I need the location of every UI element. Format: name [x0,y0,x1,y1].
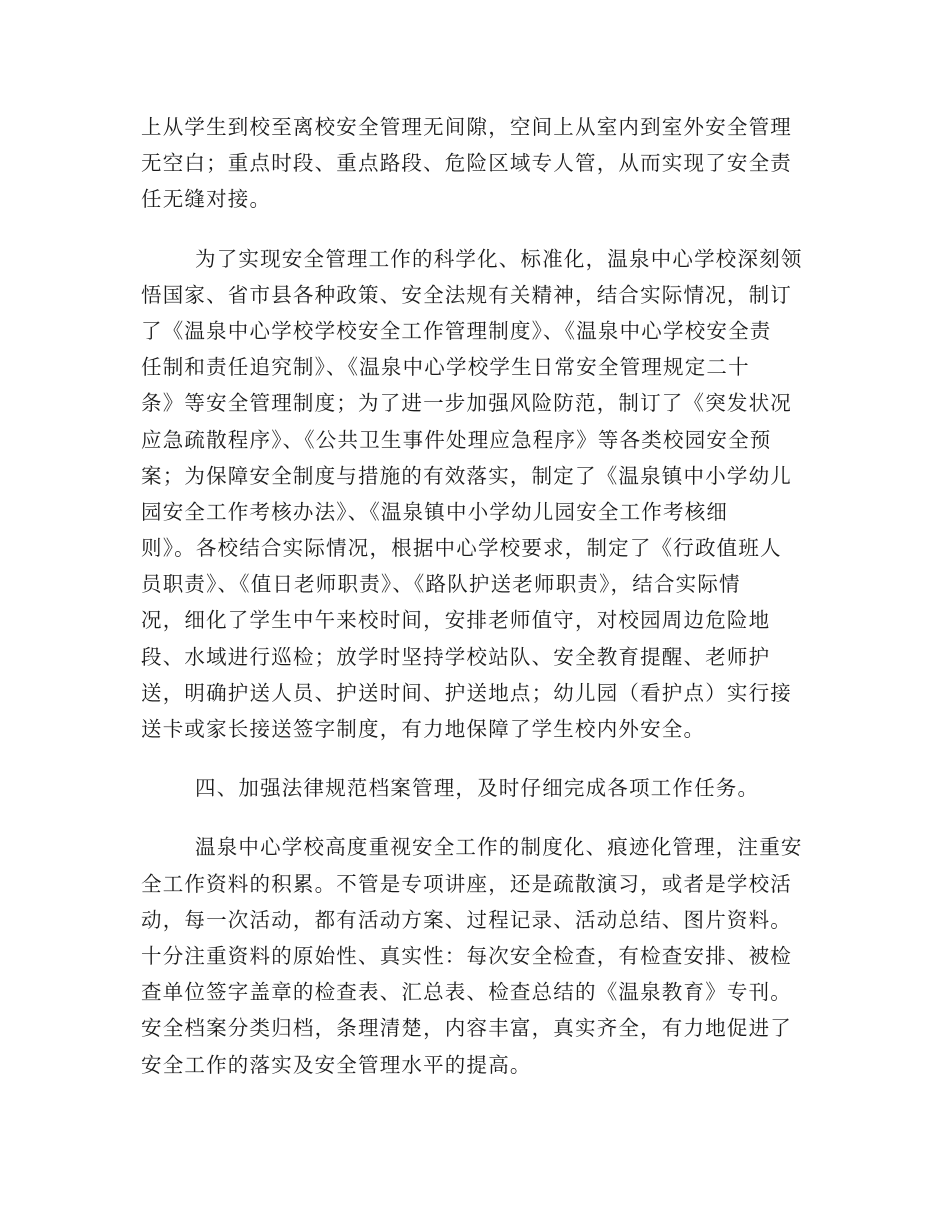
text-line: 段、水域进行巡检；放学时坚持学校站队、安全教育提醒、老师护 [141,644,771,669]
paragraph-gap [141,747,809,770]
text-line: 查单位签字盖章的检查表、汇总表、检查总结的《温泉教育》专刊。 [141,980,792,1005]
paragraph-2 [141,241,809,748]
text-line: 况，细化了学生中午来校时间，安排老师值守，对校园周边危险地 [141,608,771,633]
text-line: 全工作资料的积累。不管是专项讲座，还是疏散演习，或者是学校活 [141,871,792,896]
text-line: 送卡或家长接送签字制度，有力地保障了学生校内外安全。 [141,717,706,741]
text-line: 为了实现安全管理工作的科学化、标准化，温泉中心学校深刻领 [195,246,803,271]
text-line: 动，每一次活动，都有活动方案、过程记录、活动总结、图片资料。 [141,907,792,932]
text-line: 安全档案分类归档，条理清楚，内容丰富，真实齐全，有力地促进了 [141,1016,792,1041]
text-line: 十分注重资料的原始性、真实性：每次安全检查，有检查安排、被检 [141,943,792,968]
text-line: 送，明确护送人员、护送时间、护送地点；幼儿园（看护点）实行接 [141,680,792,705]
paragraph-gap [141,806,809,829]
section-heading: 四、加强法律规范档案管理，及时仔细完成各项工作任务。 [195,776,760,801]
paragraph-gap [141,218,809,241]
text-line: 任无缝对接。 [141,187,272,212]
text-line: 则》。各校结合实际情况，根据中心学校要求，制定了《行政值班人 [141,536,782,561]
text-line: 园安全工作考核办法》、《温泉镇中小学幼儿园安全工作考核细 [141,499,729,524]
text-line: 温泉中心学校高度重视安全工作的制度化、痕迹化管理，注重安 [195,835,803,860]
section-heading-paragraph [141,770,809,806]
text-line: 员职责》、《值日老师职责》、《路队护送老师职责》，结合实际情 [141,572,741,597]
text-line: 悟国家、省市县各种政策、安全法规有关精神，结合实际情况，制订 [141,282,792,307]
text-line: 条》等安全管理制度；为了进一步加强风险防范，制订了《突发状况 [141,391,792,416]
text-line: 了《温泉中心学校学校安全工作管理制度》、《温泉中心学校安全责 [141,318,772,343]
text-line: 案；为保障安全制度与措施的有效落实，制定了《温泉镇中小学幼儿 [141,463,792,488]
paragraph-1 [141,109,809,218]
paragraph-4 [141,829,809,1082]
text-line: 安全工作的落实及安全管理水平的提高。 [141,1052,532,1077]
text-line: 任制和责任追究制》、《温泉中心学校学生日常安全管理规定二十 [141,355,750,380]
body-text [141,109,809,1083]
text-line: 无空白；重点时段、重点路段、危险区域专人管，从而实现了安全责 [141,151,792,176]
text-line: 上从学生到校至离校安全管理无间隙，空间上从室内到室外安全管理 [141,115,792,139]
text-line: 应急疏散程序》、《公共卫生事件处理应急程序》等各类校园安全预 [141,427,772,452]
